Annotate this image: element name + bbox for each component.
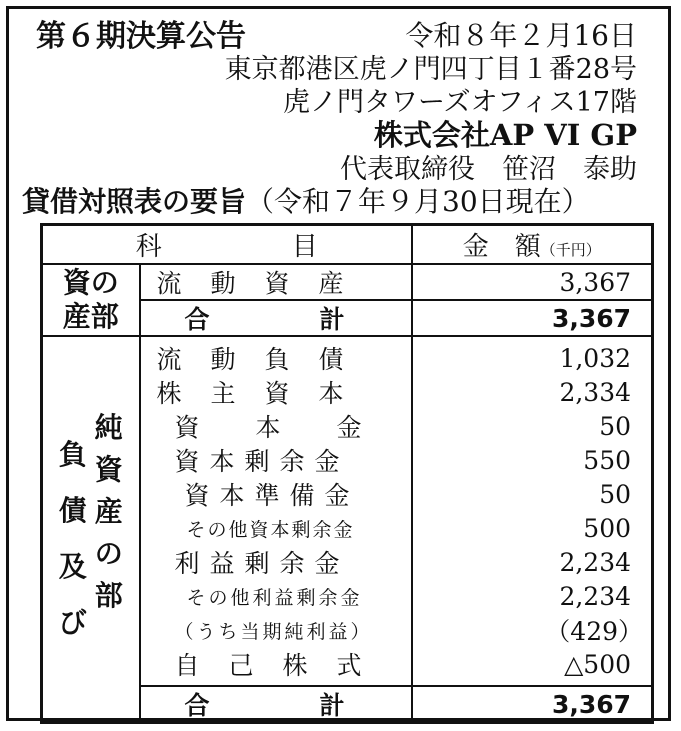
list-item: 流 動 資 産 [156,269,346,298]
liabilities-label-col1: 負債及び [58,438,87,639]
amount: 2,334 [559,377,632,407]
header-amount [412,225,653,265]
notice-title: 第６期決算公告 [36,19,246,54]
total-label: 合 計 [184,305,347,334]
liabilities-total-label-cell [140,686,412,723]
amount: 500 [583,513,632,543]
heading-date: （令和７年９月30日現在） [246,185,590,218]
total-amount: 3,367 [551,689,632,719]
header-item: 科 目 [42,225,412,265]
heading-text: 貸借対照表の要旨 [22,185,247,218]
total-amount: 3,367 [551,303,632,333]
list-item: 流 動 負 債 [156,345,346,374]
total-label: 合 計 [184,691,347,720]
amount: 550 [583,445,632,475]
assets-item-cell [140,264,412,300]
assets-total-label-cell [140,300,412,336]
list-item: 株 主 資 本 [156,379,346,408]
company-address-line1: 東京都港区虎ノ門四丁目１番28号 [224,54,637,85]
header-amount-label: 金 額 [462,232,541,262]
company-name: 株式会社AP VI GP [373,118,637,152]
amount: 3,367 [559,267,632,297]
notice-date: 令和８年２月16日 [405,19,637,52]
assets-section [42,264,653,300]
amount: （429） [545,617,644,646]
liabilities-amounts-cell [412,336,653,686]
amount: 1,032 [559,343,632,373]
liabilities-section [42,336,653,686]
assets-amount-cell [412,264,653,300]
assets-label [42,264,140,336]
list-item: その他利益剰余金 [186,586,363,609]
amount: 50 [599,479,632,509]
amount: 2,234 [559,547,632,577]
list-item: 利益剰余金 [174,549,350,578]
liabilities-label [42,336,140,723]
list-item: 自 己 株 式 [174,651,364,680]
assets-label-text: 資の産部 [62,266,119,333]
liabilities-label-col2: 純資産の部 [94,411,123,612]
liabilities-items-cell [140,336,412,686]
list-item: 資本剰余金 [174,447,350,476]
company-address-line2: 虎ノ門タワーズオフィス17階 [282,87,637,118]
table-header-row [42,225,653,265]
amount: 2,234 [559,581,632,611]
list-item: その他資本剰余金 [186,518,355,541]
balance-sheet-table [40,223,654,724]
header-unit: （千円） [540,241,601,259]
liabilities-total-amount-cell [412,686,653,723]
representative: 代表取締役 笹沼 泰助 [340,154,637,185]
list-item: 資 本 金 [174,413,364,442]
amount: △500 [564,649,632,679]
assets-total-amount-cell [412,300,653,336]
amount: 50 [599,411,632,441]
balance-sheet-heading [22,185,590,218]
list-item: 資本準備金 [184,481,360,510]
list-item: （うち当期純利益） [174,620,373,643]
